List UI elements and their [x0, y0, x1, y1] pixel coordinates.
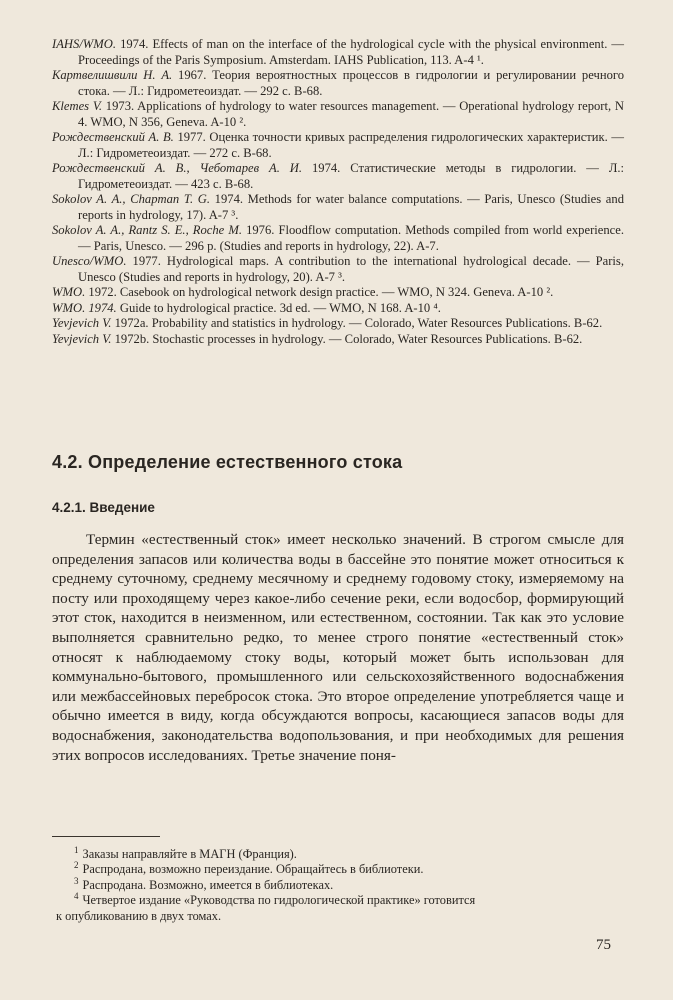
reference-item: Рождественский А. В., Чеботарев А. И. 1974. Статистические методы в гидрологии. — Л.: Гидрометеоиздат. — 423 с. В-68. — [52, 161, 625, 191]
reference-item: Sokolov A. A., Chapman T. G. 1974. Methods for water balance computations. — Paris, Unesco (Studies and reports in hydrology, 17). A-7 ³. — [52, 192, 624, 222]
reference-item: Рождественский А. В. 1977. Оценка точности кривых распределения гидрологических характеристик. — Л.: Гидрометеоиздат. — 272 с. В-68. — [52, 130, 624, 160]
footnote-item: $^2$ Распродана, возможно переиздание. Обращайтесь в библиотеки. — [74, 860, 424, 877]
footnote-item: $^1$ Заказы направляйте в МАГН (Франция). — [74, 844, 297, 861]
section-title: 4.2. Определение естественного стока — [52, 452, 403, 472]
reference-item: Klemes V. 1973. Applications of hydrology to water resources management. — Operational hydrology report, N 4. WMO, N 356, Geneva. A-10 ². — [52, 99, 624, 129]
reference-item: WMO. 1974. Guide to hydrological practice. 3d ed. — WMO, N 168. A-10 ⁴. — [52, 300, 441, 315]
footnote-item: $^4$ Четвертое издание «Руководства по гидрологической практике» готовится — [74, 891, 476, 908]
page-number: 75 — [596, 937, 611, 953]
subsection-title: 4.2.1. Введение — [52, 500, 155, 515]
reference-item: WMO. 1972. Casebook on hydrological network design practice. — WMO, N 324. Geneva. A-10 ². — [52, 285, 554, 299]
reference-list — [52, 37, 624, 347]
reference-item: Картвелишвили Н. А. 1967. Теория вероятностных процессов в гидрологии и регулировании речного стока. — Л.: Гидрометеоиздат. — 292 с. В-68. — [52, 68, 625, 98]
reference-item: Unesco/WMO. 1977. Hydrological maps. A contribution to the international hydrological decade. — Paris, Unesco (Studies and reports in hydrology, 20). A-7 ³. — [52, 254, 624, 284]
footnotes — [52, 844, 624, 924]
body-paragraph: Термин «естественный сток» имеет несколько значений. В строгом смысле для определения запасов или количества воды в бассейне это понятие может относиться к среднему суточному, среднему месячному и среднему годовому стоку, измеряемому на посту или проходящему через какое-либо сечение реки, если водосбор, формирующий этот сток, находится в неизменном, или естественном, состоянии. Так как это условие выполняется сравнительно редко, то менее строго понятие «естественный сток» относят к наблюдаемому стоку воды, который может быть использован для коммунально-бытового, промышленного или сельскохозяйственного водоснабжения или межбассейновых перебросок стока. Это второе определение употребляется чаще и обычно имеется в виду, когда обсуждаются вопросы, касающиеся запасов воды для водоснабжения, законодательства водопользования, и при необходимых для решения этих вопросов исследованиях. Третье значение поня- — [52, 531, 624, 764]
reference-item: IAHS/WMO. 1974. Effects of man on the interface of the hydrological cycle with the physical environment. — Proceedings of the Paris Symposium. Amsterdam. IAHS Publication, 113. A-4 ¹. — [52, 37, 625, 67]
reference-item: Sokolov A. A., Rantz S. E., Roche M. 1976. Floodflow computation. Methods compiled from world experience. — Paris, Unesco. — 296 p. (Studies and reports in hydrology, 22). A-7. — [52, 223, 624, 253]
footnote-item: $^3$ Распродана. Возможно, имеется в библиотеках. — [74, 875, 334, 892]
footnote-continuation: к опубликованию в двух томах. — [56, 908, 222, 923]
reference-item: Yevjevich V. 1972a. Probability and statistics in hydrology. — Colorado, Water Resources Publications. B-62. — [52, 316, 603, 330]
footnote-divider — [52, 836, 160, 837]
reference-item: Yevjevich V. 1972b. Stochastic processes in hydrology. — Colorado, Water Resources Publications. B-62. — [52, 331, 583, 346]
